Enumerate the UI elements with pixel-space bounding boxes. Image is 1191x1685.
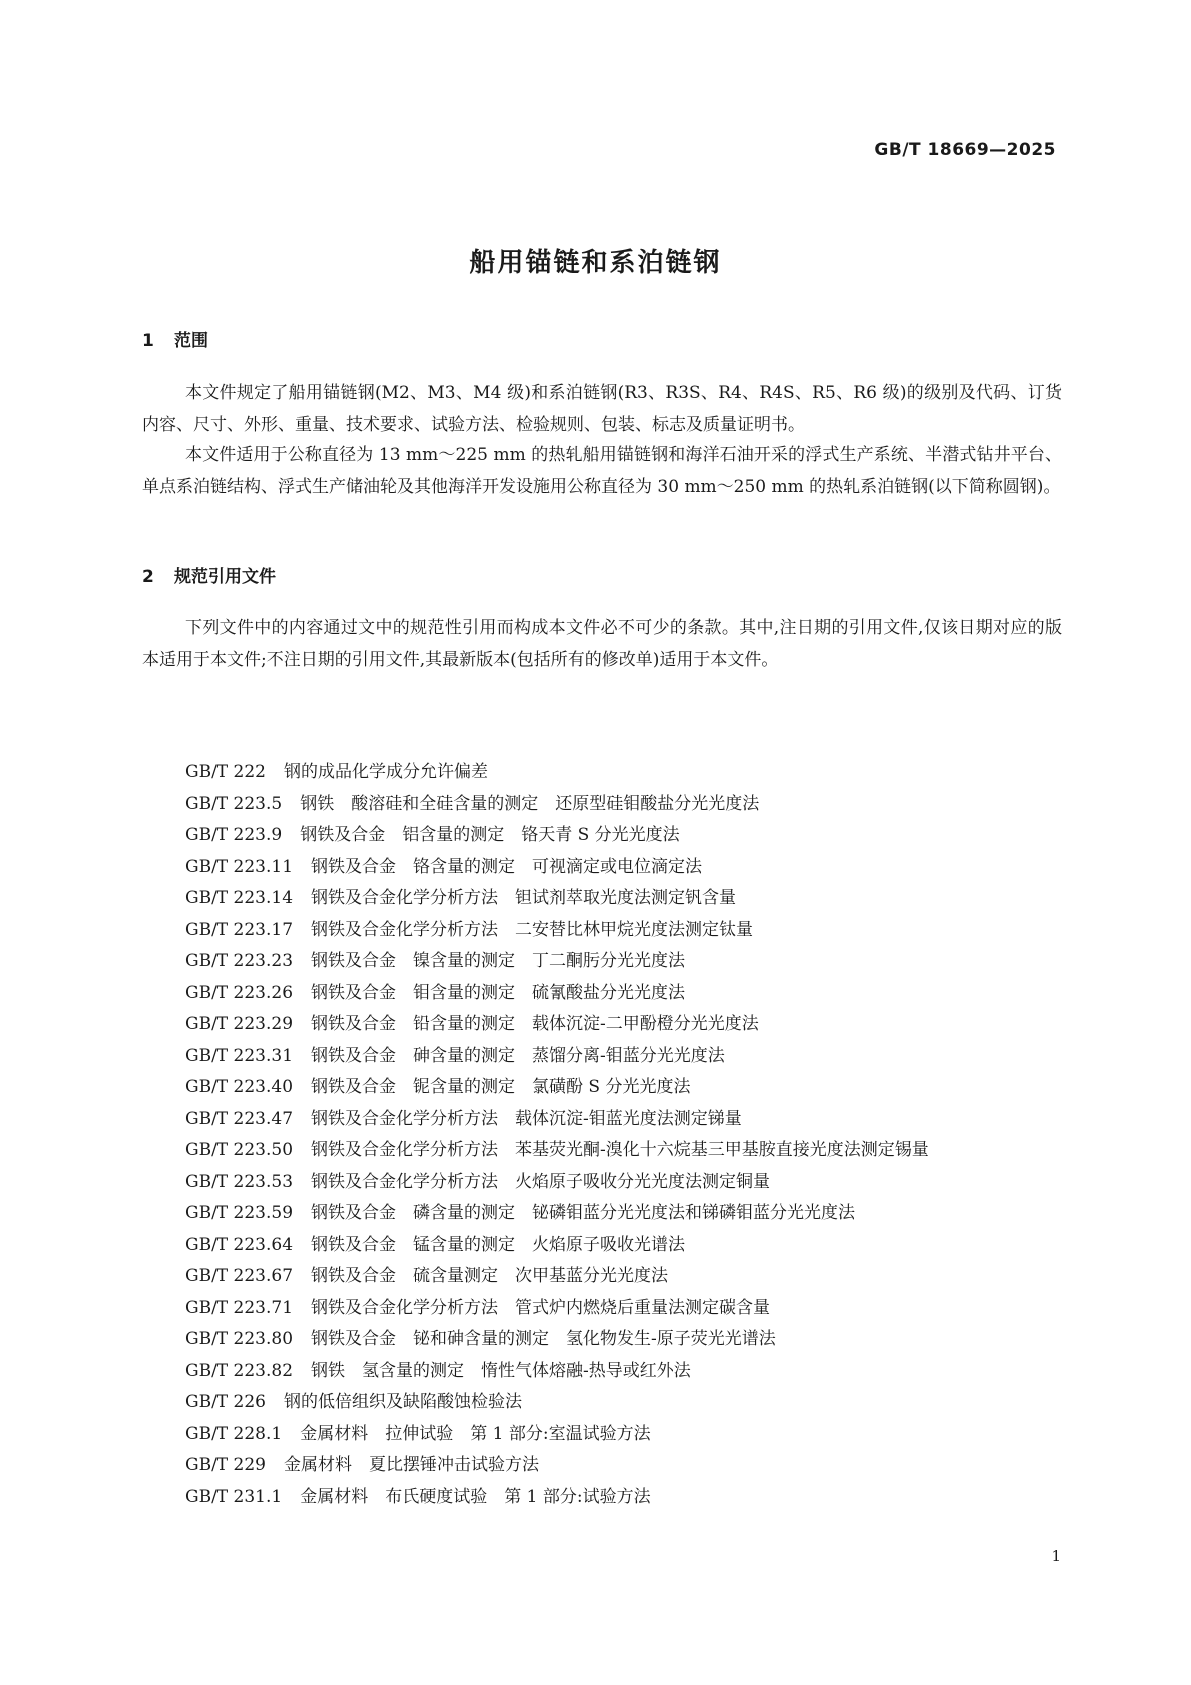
reference-title: 金属材料 布氏硬度试验 第 1 部分:试验方法 [300, 1486, 651, 1507]
reference-title: 钢铁及合金 磷含量的测定 铋磷钼蓝分光光度法和锑磷钼蓝分光光度法 [311, 1203, 856, 1223]
section-number: 1 [142, 331, 154, 351]
reference-code: GB/T 223.64 [185, 1234, 294, 1255]
reference-item [142, 1104, 1062, 1136]
reference-title: 钢铁及合金 铋和砷含量的测定 氢化物发生-原子荧光光谱法 [311, 1329, 776, 1349]
section-number: 2 [142, 567, 154, 587]
reference-code: GB/T 226 [185, 1392, 266, 1412]
reference-item [142, 757, 1062, 789]
reference-item [142, 1482, 1062, 1514]
reference-code: GB/T 223.53 [185, 1171, 294, 1192]
reference-code: GB/T 223.82 [185, 1360, 294, 1381]
reference-title: 金属材料 夏比摆锤冲击试验方法 [284, 1455, 539, 1475]
reference-title: 钢铁及合金 铌含量的测定 氯磺酚 S 分光光度法 [311, 1077, 691, 1097]
reference-title: 钢铁及合金 铝含量的测定 铬天青 S 分光光度法 [300, 825, 680, 845]
reference-code: GB/T 223.71 [185, 1297, 294, 1318]
reference-title: 钢铁及合金 钼含量的测定 硫氰酸盐分光光度法 [311, 982, 686, 1003]
reference-title: 钢铁及合金 硫含量测定 次甲基蓝分光光度法 [311, 1266, 669, 1286]
reference-code: GB/T 223.80 [185, 1329, 294, 1349]
reference-code: GB/T 231.1 [185, 1486, 283, 1507]
reference-item [142, 1387, 1062, 1419]
section-title: 范围 [174, 331, 208, 351]
reference-code: GB/T 228.1 [185, 1423, 283, 1444]
reference-item [142, 1324, 1062, 1356]
reference-code: GB/T 223.17 [185, 919, 294, 940]
reference-item [142, 1167, 1062, 1199]
reference-item [142, 820, 1062, 852]
reference-item [142, 1261, 1062, 1293]
reference-code: GB/T 223.67 [185, 1266, 294, 1286]
reference-item [142, 1135, 1062, 1167]
reference-code: GB/T 223.47 [185, 1108, 294, 1129]
reference-title: 钢铁及合金 砷含量的测定 蒸馏分离-钼蓝分光光度法 [311, 1045, 725, 1066]
section-2-heading [142, 562, 276, 587]
reference-code: GB/T 223.11 [185, 856, 294, 877]
reference-title: 钢铁及合金化学分析方法 管式炉内燃烧后重量法测定碳含量 [311, 1297, 771, 1318]
reference-code: GB/T 223.50 [185, 1140, 294, 1160]
reference-title: 钢铁及合金 铅含量的测定 载体沉淀-二甲酚橙分光光度法 [311, 1014, 759, 1034]
reference-item [142, 978, 1062, 1010]
reference-title: 钢铁 氢含量的测定 惰性气体熔融-热导或红外法 [311, 1360, 691, 1381]
reference-item [142, 1450, 1062, 1482]
reference-title: 钢铁及合金 锰含量的测定 火焰原子吸收光谱法 [311, 1234, 686, 1255]
reference-title: 钢铁及合金 镍含量的测定 丁二酮肟分光光度法 [311, 951, 686, 971]
reference-code: GB/T 223.14 [185, 888, 294, 908]
normative-reference-list [142, 757, 1062, 1513]
reference-title: 钢铁及合金 铬含量的测定 可视滴定或电位滴定法 [311, 856, 703, 877]
references-intro-paragraph: 下列文件中的内容通过文中的规范性引用而构成本文件必不可少的条款。其中,注日期的引用文件,仅该日期对应的版本适用于本文件;不注日期的引用文件,其最新版本(包括所有的修改单)适用于本文件。 [142, 618, 1062, 670]
scope-paragraph-1: 本文件规定了船用锚链钢(M2、M3、M4 级)和系泊链钢(R3、R3S、R4、R4S、R5、R6 级)的级别及代码、订货内容、尺寸、外形、重量、技术要求、试验方法、检验规则、包装、标志及质量证明书。 [142, 383, 1062, 435]
scope-paragraph-2: 本文件适用于公称直径为 13 mm～225 mm 的热轧船用锚链钢和海洋石油开采的浮式生产系统、半潜式钻井平台、单点系泊链结构、浮式生产储油轮及其他海洋开发设施用公称直径为 30 mm～250 mm 的热轧系泊链钢(以下简称圆钢)。 [142, 445, 1062, 497]
reference-code: GB/T 223.29 [185, 1014, 294, 1034]
reference-title: 钢铁及合金化学分析方法 火焰原子吸收分光光度法测定铜量 [311, 1171, 771, 1192]
reference-item [142, 915, 1062, 947]
reference-item [142, 1419, 1062, 1451]
reference-item [142, 1356, 1062, 1388]
reference-item [142, 1041, 1062, 1073]
reference-item [142, 1009, 1062, 1041]
reference-item [142, 1230, 1062, 1262]
reference-code: GB/T 229 [185, 1455, 266, 1475]
section-title: 规范引用文件 [174, 567, 276, 587]
reference-item [142, 1198, 1062, 1230]
reference-title: 金属材料 拉伸试验 第 1 部分:室温试验方法 [300, 1423, 651, 1444]
reference-title: 钢的成品化学成分允许偏差 [284, 762, 488, 782]
reference-item [142, 1293, 1062, 1325]
reference-code: GB/T 223.5 [185, 793, 283, 814]
reference-code: GB/T 223.26 [185, 982, 294, 1003]
reference-item [142, 789, 1062, 821]
reference-code: GB/T 223.40 [185, 1077, 294, 1097]
reference-item [142, 946, 1062, 978]
page-number: 1 [1051, 1547, 1061, 1565]
reference-title: 钢铁及合金化学分析方法 二安替比林甲烷光度法测定钛量 [311, 919, 754, 940]
section-1-heading [142, 326, 208, 351]
reference-code: GB/T 223.59 [185, 1203, 294, 1223]
reference-title: 钢铁 酸溶硅和全硅含量的测定 还原型硅钼酸盐分光光度法 [300, 793, 760, 814]
reference-item [142, 883, 1062, 915]
reference-item [142, 1072, 1062, 1104]
standard-code: GB/T 18669—2025 [874, 140, 1056, 160]
reference-item [142, 852, 1062, 884]
reference-code: GB/T 222 [185, 762, 266, 782]
document-title: 船用锚链和系泊链钢 [469, 248, 722, 278]
reference-code: GB/T 223.9 [185, 825, 283, 845]
reference-title: 钢铁及合金化学分析方法 载体沉淀-钼蓝光度法测定锑量 [311, 1108, 742, 1129]
reference-title: 钢铁及合金化学分析方法 钽试剂萃取光度法测定钒含量 [311, 888, 737, 908]
reference-code: GB/T 223.31 [185, 1045, 294, 1066]
reference-title: 钢的低倍组织及缺陷酸蚀检验法 [284, 1392, 522, 1412]
reference-title: 钢铁及合金化学分析方法 苯基荧光酮-溴化十六烷基三甲基胺直接光度法测定锡量 [311, 1140, 929, 1160]
reference-code: GB/T 223.23 [185, 951, 294, 971]
